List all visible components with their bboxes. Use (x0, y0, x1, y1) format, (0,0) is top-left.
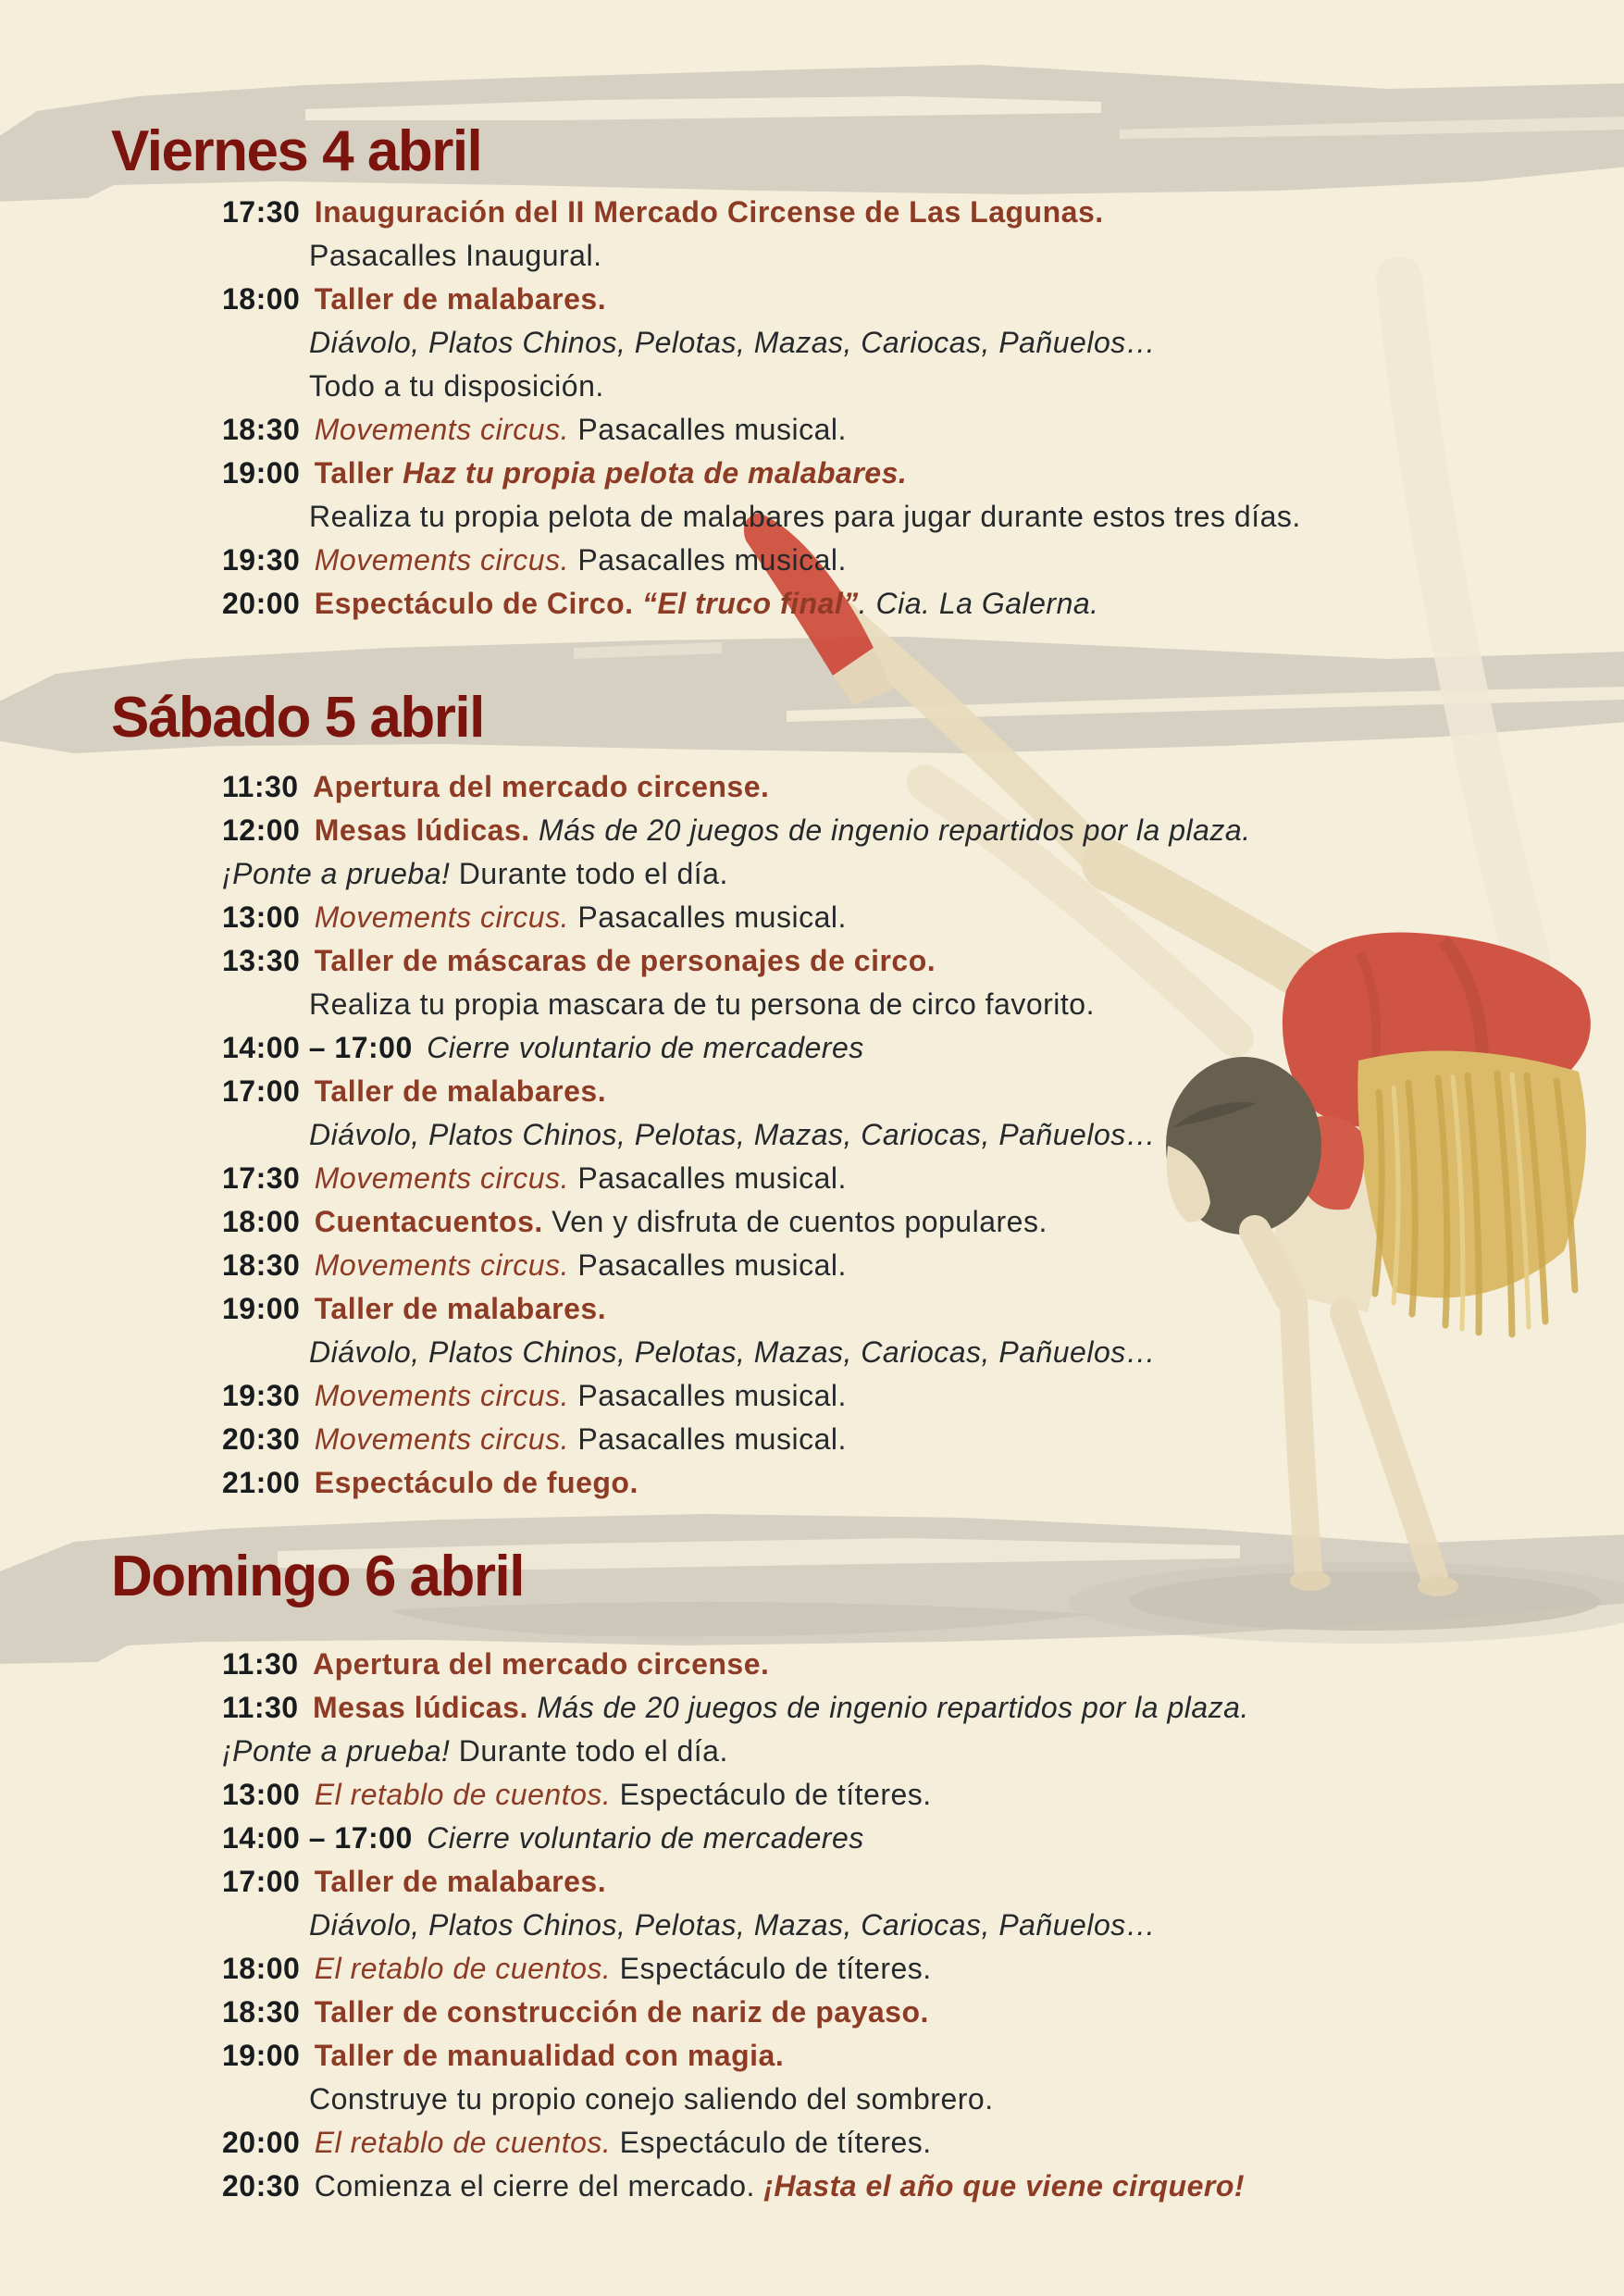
event-title-italic: Movements circus. (314, 1379, 578, 1412)
schedule-line (0, 939, 1624, 983)
event-description: Pasacalles musical. (577, 543, 847, 577)
day-heading: Domingo 6 abril (111, 1545, 524, 1608)
schedule-line (0, 1287, 1624, 1331)
schedule-line (0, 1070, 1624, 1113)
time-label: 19:00 (222, 456, 309, 490)
event-title: Taller de manualidad con magia. (314, 2039, 785, 2072)
time-label: 18:00 (222, 1205, 309, 1238)
time-label: 20:00 (222, 2126, 309, 2159)
event-title: Taller de malabares. (314, 1074, 607, 1108)
event-description: Todo a tu disposición. (309, 369, 604, 403)
schedule-line (0, 1947, 1624, 1991)
event-title-italic: El retablo de cuentos. (314, 1778, 620, 1811)
event-title: Apertura del mercado circense. (312, 1647, 770, 1681)
time-label: 17:00 (222, 1865, 309, 1898)
schedule-line (0, 1991, 1624, 2034)
schedule-line (0, 2034, 1624, 2078)
schedule-line (0, 321, 1624, 365)
event-title-emphasis: “El truco final” (641, 587, 859, 620)
event-description: Durante todo el día. (458, 857, 728, 890)
schedule-line (0, 1026, 1624, 1070)
event-description: Espectáculo de títeres. (619, 2126, 932, 2159)
schedule-line (0, 1643, 1624, 1686)
time-label: 13:30 (222, 944, 309, 977)
time-label: 20:00 (222, 587, 309, 620)
event-description: Pasacalles musical. (577, 900, 847, 934)
event-description-italic: ¡Ponte a prueba! (222, 857, 459, 890)
time-label: 11:30 (222, 770, 307, 803)
event-title-italic: Movements circus. (314, 413, 578, 446)
time-label: 18:00 (222, 1952, 309, 1985)
time-label: 18:30 (222, 1248, 309, 1282)
time-label: 11:30 (222, 1647, 307, 1681)
event-description: Pasacalles musical. (577, 413, 847, 446)
event-title-emphasis: ¡Hasta el año que viene cirquero! (763, 2169, 1246, 2203)
schedule-line (0, 408, 1624, 452)
event-description: Construye tu propio conejo saliendo del sombrero. (309, 2082, 994, 2116)
day-heading: Viernes 4 abril (111, 119, 482, 183)
schedule-line (0, 582, 1624, 626)
schedule-line (0, 1244, 1624, 1287)
time-label: 19:30 (222, 543, 309, 577)
event-description: Pasacalles musical. (577, 1248, 847, 1282)
event-description-italic: Diávolo, Platos Chinos, Pelotas, Mazas, Cariocas, Pañuelos… (309, 1908, 1157, 1942)
event-title: Apertura del mercado circense. (312, 770, 770, 803)
event-description-italic: ¡Ponte a prueba! (222, 1734, 459, 1768)
event-description: Realiza tu propia mascara de tu persona de circo favorito. (309, 987, 1095, 1021)
time-label: 17:30 (222, 195, 309, 229)
event-title-italic: Movements circus. (314, 1248, 578, 1282)
event-description-italic: Diávolo, Platos Chinos, Pelotas, Mazas, Cariocas, Pañuelos… (309, 326, 1157, 359)
event-title-emphasis: Haz tu propia pelota de malabares. (403, 456, 908, 490)
schedule-line (0, 2121, 1624, 2165)
schedule-line (0, 495, 1624, 539)
event-title: Inauguración del II Mercado Circense de Las Lagunas. (314, 195, 1104, 229)
event-description: Pasacalles Inaugural. (309, 239, 602, 272)
time-label: 14:00 – 17:00 (222, 1821, 422, 1855)
schedule-line (0, 809, 1624, 852)
schedule-line (0, 1904, 1624, 1947)
event-title: Mesas lúdicas. (312, 1691, 538, 1724)
event-title: Mesas lúdicas. (314, 813, 539, 847)
schedule-line (0, 1773, 1624, 1817)
schedule-line (0, 191, 1624, 234)
event-title: Espectáculo de Circo. (314, 587, 642, 620)
time-label: 19:00 (222, 2039, 309, 2072)
event-description-italic: Cierre voluntario de mercaderes (427, 1031, 864, 1064)
time-label: 20:30 (222, 2169, 309, 2203)
event-description: Pasacalles musical. (577, 1161, 847, 1195)
schedule-line (0, 2078, 1624, 2121)
event-description: Ven y disfruta de cuentos populares. (552, 1205, 1048, 1238)
schedule-line (0, 1461, 1624, 1505)
schedule-line (0, 539, 1624, 582)
time-label: 18:30 (222, 1995, 309, 2029)
schedule-line (0, 1730, 1624, 1773)
event-title-italic: Movements circus. (314, 543, 578, 577)
day-section (0, 685, 1624, 1505)
time-label: 19:00 (222, 1292, 309, 1325)
time-label: 17:00 (222, 1074, 309, 1108)
event-title: Taller de construcción de nariz de payaso. (314, 1995, 929, 2029)
event-description: Realiza tu propia pelota de malabares para jugar durante estos tres días. (309, 500, 1301, 533)
schedule-lines (0, 765, 1624, 1505)
schedule-line (0, 1200, 1624, 1244)
event-title: Taller (314, 456, 403, 490)
schedule-lines (0, 1643, 1624, 2208)
schedule-line (0, 896, 1624, 939)
time-label: 18:30 (222, 413, 309, 446)
event-title: Cuentacuentos. (314, 1205, 552, 1238)
event-description: Espectáculo de títeres. (619, 1952, 932, 1985)
schedule-line (0, 1860, 1624, 1904)
time-label: 13:00 (222, 1778, 309, 1811)
event-description: Pasacalles musical. (577, 1422, 847, 1456)
event-title-italic: Movements circus. (314, 900, 578, 934)
time-label: 14:00 – 17:00 (222, 1031, 422, 1064)
event-description: Espectáculo de títeres. (619, 1778, 932, 1811)
schedule-line (0, 1113, 1624, 1157)
event-description-italic: Diávolo, Platos Chinos, Pelotas, Mazas, Cariocas, Pañuelos… (309, 1118, 1157, 1151)
schedule-line (0, 2165, 1624, 2208)
schedule-line (0, 1331, 1624, 1374)
time-label: 19:30 (222, 1379, 309, 1412)
schedule-line (0, 1418, 1624, 1461)
event-title-italic: Movements circus. (314, 1161, 578, 1195)
schedule-line (0, 983, 1624, 1026)
event-title: Taller de malabares. (314, 282, 607, 316)
event-description: Durante todo el día. (458, 1734, 728, 1768)
time-label: 21:00 (222, 1466, 309, 1499)
schedule-line (0, 1374, 1624, 1418)
schedule-line (0, 1817, 1624, 1860)
schedule-line (0, 1686, 1624, 1730)
event-description-italic: Cierre voluntario de mercaderes (427, 1821, 864, 1855)
schedule-lines (0, 191, 1624, 626)
time-label: 20:30 (222, 1422, 309, 1456)
event-title-italic: El retablo de cuentos. (314, 2126, 620, 2159)
time-label: 17:30 (222, 1161, 309, 1195)
day-section (0, 118, 1624, 626)
event-title: Taller de malabares. (314, 1865, 607, 1898)
event-description-italic: . Cia. La Galerna. (858, 587, 1099, 620)
time-label: 13:00 (222, 900, 309, 934)
event-description-italic: Más de 20 juegos de ingenio repartidos por la plaza. (537, 1691, 1249, 1724)
schedule-line (0, 452, 1624, 495)
event-description: Comienza el cierre del mercado. (314, 2169, 764, 2203)
event-description: Pasacalles musical. (577, 1379, 847, 1412)
schedule-line (0, 765, 1624, 809)
schedule-line (0, 852, 1624, 896)
day-section (0, 1544, 1624, 2208)
time-label: 11:30 (222, 1691, 307, 1724)
event-title-italic: El retablo de cuentos. (314, 1952, 620, 1985)
event-title-italic: Movements circus. (314, 1422, 578, 1456)
day-heading: Sábado 5 abril (111, 686, 484, 750)
time-label: 18:00 (222, 282, 309, 316)
event-description-italic: Diávolo, Platos Chinos, Pelotas, Mazas, Cariocas, Pañuelos… (309, 1335, 1157, 1369)
schedule-line (0, 1157, 1624, 1200)
time-label: 12:00 (222, 813, 309, 847)
event-title: Espectáculo de fuego. (314, 1466, 638, 1499)
event-description-italic: Más de 20 juegos de ingenio repartidos por la plaza. (539, 813, 1251, 847)
schedule-line (0, 365, 1624, 408)
schedule-line (0, 234, 1624, 278)
event-title: Taller de malabares. (314, 1292, 607, 1325)
event-title: Taller de máscaras de personajes de circo. (314, 944, 936, 977)
schedule-line (0, 278, 1624, 321)
